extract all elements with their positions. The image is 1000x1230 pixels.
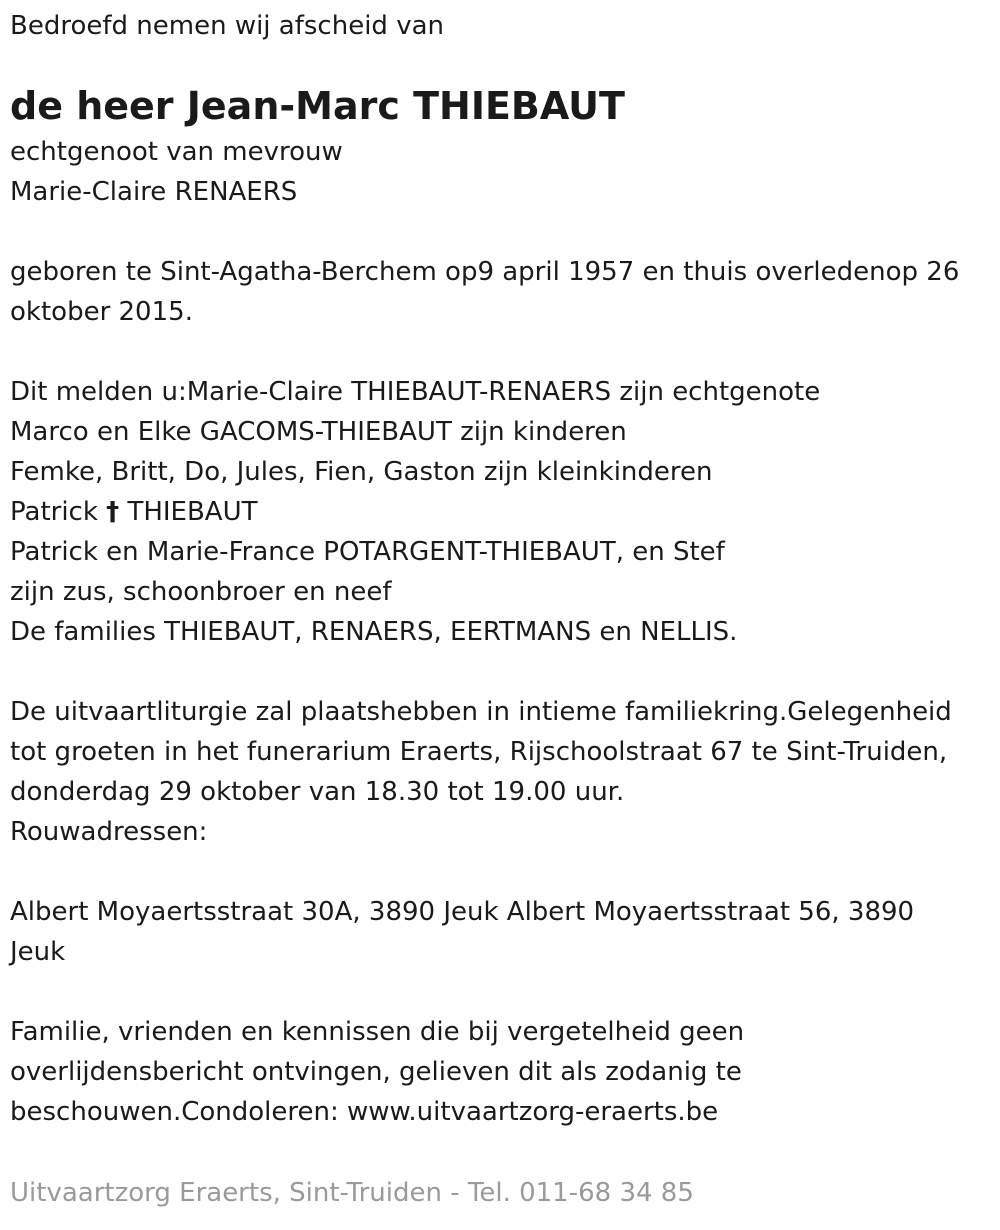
brother-last-name: THIEBAUT: [127, 497, 258, 527]
announcer-line: Femke, Britt, Do, Jules, Fien, Gaston zijn kleinkinderen: [10, 457, 713, 487]
spacer: [10, 332, 990, 372]
announcer-line: zijn zus, schoonbroer en neef: [10, 577, 392, 607]
spacer: [10, 212, 990, 252]
intro-text: Bedroefd nemen wij afscheid van: [10, 11, 444, 41]
announcer-line: Marco en Elke GACOMS-THIEBAUT zijn kinderen: [10, 417, 627, 447]
mourning-addresses-label: Rouwadressen:: [10, 817, 208, 847]
deceased-name: de heer Jean-Marc THIEBAUT: [10, 84, 625, 128]
announcer-line: De families THIEBAUT, RENAERS, EERTMANS en NELLIS.: [10, 617, 738, 647]
funeral-line: tot groeten in het funerarium Eraerts, Rijschoolstraat 67 te Sint-Truiden,: [10, 737, 948, 767]
address-line-2: Jeuk: [10, 937, 66, 967]
announcer-line: Dit melden u:Marie-Claire THIEBAUT-RENAERS zijn echtgenote: [10, 377, 821, 407]
announcer-line-deceased-brother: [10, 492, 990, 532]
brother-first-name: Patrick: [10, 497, 98, 527]
spacer: [10, 652, 990, 692]
cross-icon: †: [106, 497, 120, 527]
funeral-home-footer: Uitvaartzorg Eraerts, Sint-Truiden - Tel. 011-68 34 85: [10, 1178, 694, 1208]
spacer: [10, 972, 990, 1012]
birth-death-line-1: geboren te Sint-Agatha-Berchem op9 april 1957 en thuis overledenop 26: [10, 257, 960, 287]
announcer-line: Patrick en Marie-France POTARGENT-THIEBAUT, en Stef: [10, 537, 725, 567]
closing-line: overlijdensbericht ontvingen, gelieven dit als zodanig te: [10, 1057, 742, 1087]
closing-line-condolences: beschouwen.Condoleren: www.uitvaartzorg-eraerts.be: [10, 1097, 719, 1127]
spacer: [10, 852, 990, 892]
birth-death-line-2: oktober 2015.: [10, 297, 193, 327]
spouse-relation: echtgenoot van mevrouw: [10, 137, 343, 167]
closing-line: Familie, vrienden en kennissen die bij vergetelheid geen: [10, 1017, 745, 1047]
funeral-line: De uitvaartliturgie zal plaatshebben in intieme familiekring.Gelegenheid: [10, 697, 952, 727]
funeral-line: donderdag 29 oktober van 18.30 tot 19.00 uur.: [10, 777, 625, 807]
address-line-1: Albert Moyaertsstraat 30A, 3890 Jeuk Albert Moyaertsstraat 56, 3890: [10, 897, 915, 927]
spouse-name: Marie-Claire RENAERS: [10, 177, 298, 207]
